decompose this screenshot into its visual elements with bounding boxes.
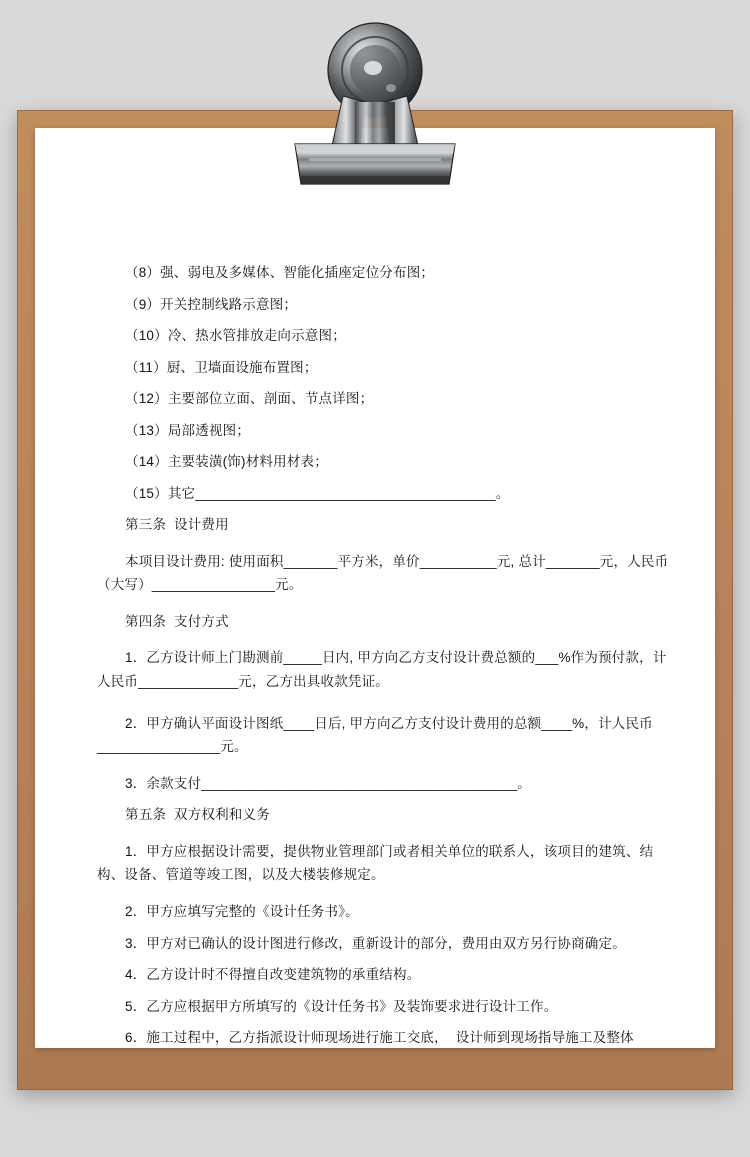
list-item: （13）局部透视图； [125,422,251,438]
binder-clip [265,18,485,190]
section-paragraph: 1．甲方应根据设计需要，提供物业管理部门或者相关单位的联系人，该项目的建筑、结构、设备、管道等竣工图，以及大楼装修规定。 [97,843,654,883]
list-item: （10）冷、热水管排放走向示意图； [125,328,346,343]
list-item: （14）主要装潢(饰)材料用材表； [125,454,328,469]
section-paragraph: 2．甲方应填写完整的《设计任务书》。 [125,904,359,919]
section-paragraph: 4．乙方设计时不得擅自改变建筑物的承重结构。 [125,967,421,982]
section-paragraph: 1．乙方设计师上门勘测前_____日内, 甲方向乙方支付设计费总额的___%作为预付款，计人民币_____________元，乙方出具收款凭证。 [97,650,667,689]
list-item: （12）主要部位立面、剖面、节点详图； [125,391,374,406]
section-paragraph: 5．乙方应根据甲方所填写的《设计任务书》及装饰要求进行设计工作。 [125,998,558,1014]
binder-clip-icon [265,18,485,193]
section-heading: 第四条 支付方式 [125,613,229,629]
section-paragraph: 3．甲方对已确认的设计图进行修改，重新设计的部分，费用由双方另行协商确定。 [125,935,626,951]
section-heading: 第五条 双方权利和义务 [125,807,270,823]
section-paragraph: 2．甲方确认平面设计图纸____日后, 甲方向乙方支付设计费用的总额____%，计人民币________________元。 [97,715,653,755]
section-paragraph: 3．余款支付_________________________________________。 [125,775,531,791]
clipboard-board [17,110,733,1090]
list-item: （8）强、弱电及多媒体、智能化插座定位分布图； [125,265,435,280]
document-paper [35,128,715,1048]
list-item: （9）开关控制线路示意图； [125,296,298,312]
document-body [35,128,715,1063]
section-paragraph: 本项目设计费用: 使用面积_______平方米，单价__________元, 总计_______元，人民币（大写）________________元。 [97,553,669,593]
section-paragraph: 6．施工过程中，乙方指派设计师现场进行施工交底， 设计师到现场指导施工及整体 [125,1030,634,1045]
list-item: （15）其它_______________________________________。 [125,485,510,501]
list-item: （11）厨、卫墙面设施布置图； [125,359,318,375]
section-heading: 第三条 设计费用 [125,517,229,532]
